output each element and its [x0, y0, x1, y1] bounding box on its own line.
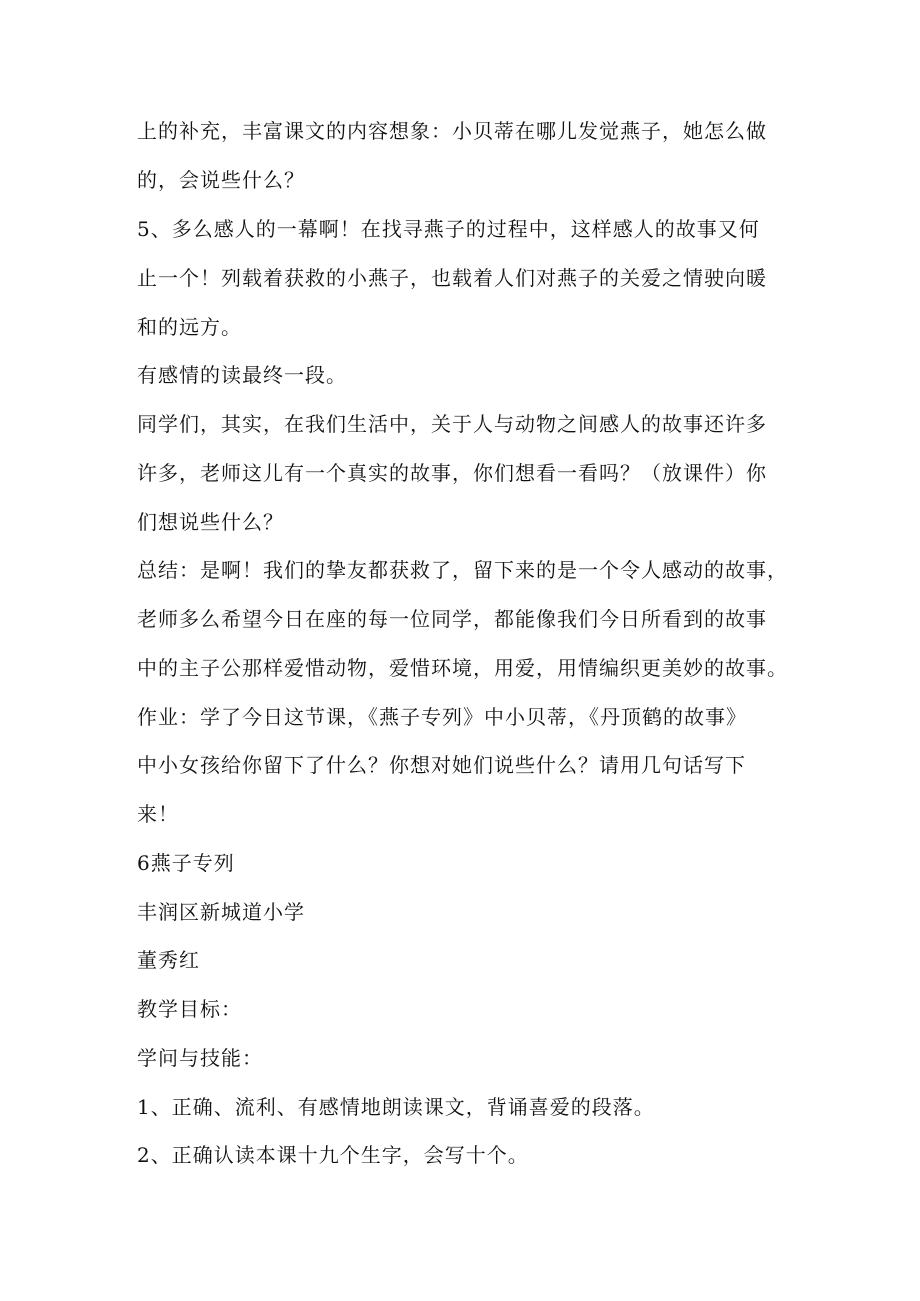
- text-line: 作业：学了今日这节课，《燕子专列》中小贝蒂，《丹顶鹤的故事》: [137, 705, 747, 729]
- text-line: 学问与技能：: [137, 1046, 263, 1070]
- text-line: 2、正确认读本课十九个生字，会写十个。: [137, 1143, 529, 1167]
- text-line: 同学们，其实，在我们生活中，关于人与动物之间感人的故事还许多: [137, 412, 767, 436]
- text-line: 总结：是啊！我们的挚友都获救了，留下来的是一个令人感动的故事，: [137, 558, 788, 582]
- text-line: 6燕子专列: [137, 851, 235, 875]
- text-line: 的，会说些什么？: [137, 168, 305, 192]
- text-line: 丰润区新城道小学: [137, 900, 305, 924]
- text-line: 中的主子公那样爱惜动物，爱惜环境，用爱，用情编织更美妙的故事。: [137, 656, 788, 680]
- text-line: 有感情的读最终一段。: [137, 363, 347, 387]
- text-line: 5、多么感人的一幕啊！在找寻燕子的过程中，这样感人的故事又何: [137, 217, 760, 241]
- text-line: 中小女孩给你留下了什么？你想对她们说些什么？请用几句话写下: [137, 753, 746, 777]
- text-line: 上的补充，丰富课文的内容想象：小贝蒂在哪儿发觉燕子，她怎么做: [137, 119, 767, 143]
- text-line: 许多，老师这儿有一个真实的故事，你们想看一看吗？（放课件）你: [137, 461, 767, 485]
- text-line: 们想说些什么？: [137, 510, 284, 534]
- text-line: 和的远方。: [137, 315, 242, 339]
- text-line: 老师多么希望今日在座的每一位同学，都能像我们今日所看到的故事: [137, 607, 767, 631]
- text-line: 董秀红: [137, 948, 200, 972]
- text-line: 来！: [137, 802, 179, 826]
- text-line: 教学目标：: [137, 997, 242, 1021]
- text-line: 止一个！列载着获救的小燕子，也载着人们对燕子的关爱之情驶向暖: [137, 266, 767, 290]
- text-line: 1、正确、流利、有感情地朗读课文，背诵喜爱的段落。: [137, 1095, 655, 1119]
